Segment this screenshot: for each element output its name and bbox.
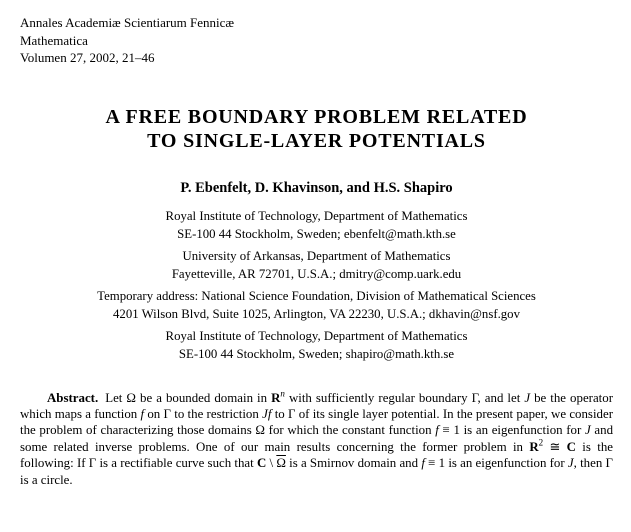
abstract-segment: and some related inverse problems. One of our main results concerning the former problem in xyxy=(20,423,614,454)
affiliations xyxy=(20,207,613,364)
abstract-segment: on Γ to the restriction xyxy=(144,406,263,421)
abstract-segment: ≡ 1 is an eigenfunction for xyxy=(438,423,585,438)
abstract-segment: ≡ 1 is an eigenfunction for xyxy=(424,456,568,471)
paper-title-line-2: TO SINGLE-LAYER POTENTIALS xyxy=(147,129,486,152)
affiliation-institution: Royal Institute of Technology, Department of Mathematics xyxy=(165,208,468,223)
abstract-segment: is the following: If Γ is a rectifiable curve such that xyxy=(20,439,613,471)
journal-subtitle: Mathematica xyxy=(20,32,88,48)
abstract-segment: J xyxy=(567,456,574,471)
affiliation-address-email: Fayetteville, AR 72701, U.S.A.; dmitry@comp.uark.edu xyxy=(171,267,462,281)
paper-title-line-1: A FREE BOUNDARY PROBLEM RELATED xyxy=(105,105,528,128)
abstract-segment: J xyxy=(524,390,531,405)
affiliation-institution: Temporary address: National Science Foundation, Division of Mathematical Sciences xyxy=(97,288,536,303)
abstract-segment: is a Smirnov domain and xyxy=(285,456,422,471)
abstract-segment: Let Ω be a bounded domain in xyxy=(105,390,272,405)
abstract-segment: f xyxy=(421,456,425,471)
abstract-segment: ≅ xyxy=(543,439,567,454)
affiliation-group-shapiro xyxy=(20,327,613,364)
abstract-segment: with sufficiently regular boundary Γ, and let xyxy=(284,390,525,405)
abstract-segment: R xyxy=(271,390,281,405)
abstract-text xyxy=(20,388,614,487)
journal-header xyxy=(20,14,613,67)
abstract-segment: $\overline{\Omega}$ xyxy=(276,456,286,471)
abstract-segment: , then Γ is a circle. xyxy=(20,456,613,487)
abstract-segment: C xyxy=(566,439,576,454)
abstract-segment: C xyxy=(256,456,267,471)
journal-volume: Volumen 27, 2002, 21–46 xyxy=(20,50,155,65)
abstract-segment: \ xyxy=(266,456,277,471)
authors-line: P. Ebenfelt, D. Khavinson, and H.S. Shapiro xyxy=(180,179,453,196)
abstract xyxy=(20,390,613,488)
affiliation-institution: Royal Institute of Technology, Department of Mathematics xyxy=(165,328,468,343)
affiliation-address-email: SE-100 44 Stockholm, Sweden; shapiro@math.kth.se xyxy=(178,347,455,361)
abstract-segment: Jf xyxy=(262,406,272,421)
affiliation-address-email: SE-100 44 Stockholm, Sweden; ebenfelt@math.kth.se xyxy=(177,227,456,241)
affiliation-institution: University of Arkansas, Department of Mathematics xyxy=(182,248,451,263)
abstract-segment: R xyxy=(529,439,539,454)
paper-title xyxy=(20,105,613,153)
abstract-segment: be the operator which maps a function xyxy=(20,390,613,421)
affiliation-group-ebenfelt xyxy=(20,207,613,244)
abstract-segment: f xyxy=(140,406,145,421)
abstract-segment: J xyxy=(584,423,591,438)
abstract-segment: f xyxy=(435,423,439,438)
abstract-segment: to Γ of its single layer potential. In the present paper, we consider the problem of characterizing those domains Ω for which the constant function xyxy=(20,406,613,438)
affiliation-group-khavinson xyxy=(20,247,613,284)
abstract-segment: n xyxy=(280,388,285,399)
journal-name: Annales Academiæ Scientiarum Fennicæ xyxy=(20,15,235,30)
abstract-segment: 2 xyxy=(538,437,544,448)
abstract-label: Abstract. xyxy=(47,390,99,405)
affiliation-address-email: 4201 Wilson Blvd, Suite 1025, Arlington, VA 22230, U.S.A.; dkhavin@nsf.gov xyxy=(113,307,520,321)
affiliation-group-khavinson-temporary xyxy=(20,287,613,324)
